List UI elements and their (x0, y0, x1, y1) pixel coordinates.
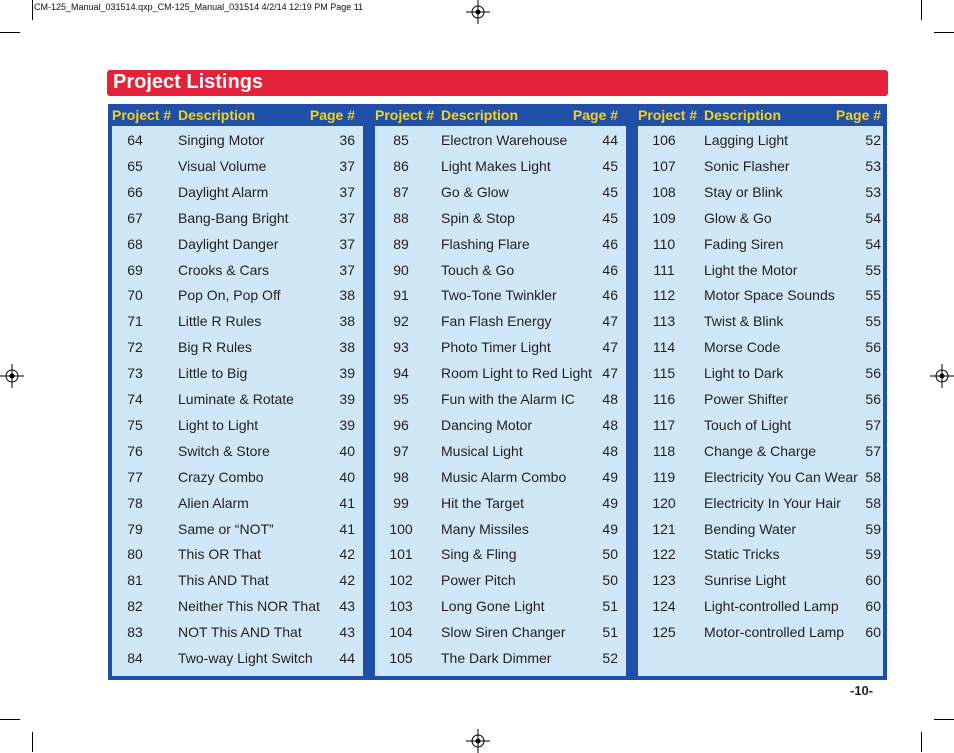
crop-mark (32, 0, 33, 20)
project-page: 37 (339, 261, 355, 278)
table-row (638, 438, 883, 464)
project-page: 38 (339, 287, 355, 304)
project-description: Motor-controlled Lamp (704, 624, 845, 641)
project-description: Music Alarm Combo (441, 468, 567, 485)
project-number: 96 (393, 416, 409, 433)
project-description: Room Light to Red Light (441, 365, 592, 382)
column-header (634, 104, 887, 126)
project-number: 79 (127, 520, 143, 537)
table-row (112, 464, 363, 490)
title-banner (107, 70, 888, 96)
table-row (375, 205, 626, 231)
project-description: Little R Rules (178, 313, 262, 330)
column-body (112, 126, 363, 676)
header-page: Page # (309, 107, 355, 123)
table-row (638, 541, 883, 567)
project-number: 75 (127, 416, 143, 433)
project-number: 92 (393, 313, 409, 330)
project-number: 68 (127, 235, 143, 252)
crop-mark (934, 719, 954, 720)
project-number: 116 (652, 391, 676, 407)
page-number: -10- (850, 683, 874, 698)
project-number: 122 (652, 546, 676, 563)
project-page: 46 (602, 261, 618, 278)
table-row (638, 490, 883, 516)
project-page: 48 (602, 391, 618, 407)
project-number: 103 (389, 598, 413, 615)
table-row (112, 541, 363, 567)
project-page: 60 (865, 572, 881, 589)
table-row (375, 645, 626, 671)
project-page: 41 (339, 520, 355, 537)
project-page: 46 (602, 287, 618, 304)
project-description: Slow Siren Changer (441, 624, 566, 641)
project-number: 73 (127, 365, 143, 382)
project-page: 56 (865, 339, 881, 356)
table-row (375, 464, 626, 490)
project-page: 37 (339, 183, 355, 200)
print-slug: CM-125_Manual_031514.qxp_CM-125_Manual_031514 4/2/14 12:19 PM Page 11 (34, 2, 364, 12)
project-page: 49 (602, 520, 618, 537)
header-page: Page # (835, 107, 881, 123)
project-description: Dancing Motor (441, 416, 533, 433)
project-description: Glow & Go (704, 209, 772, 226)
project-number: 81 (127, 572, 143, 589)
table-row (638, 308, 883, 334)
project-number: 72 (127, 339, 143, 356)
project-page: 55 (865, 313, 881, 330)
project-number: 80 (127, 546, 143, 563)
project-description: Touch & Go (441, 261, 515, 278)
table-row (375, 516, 626, 542)
project-description: Fading Siren (704, 235, 784, 252)
project-page: 58 (865, 468, 881, 485)
project-number: 108 (652, 183, 676, 200)
project-page: 47 (602, 365, 618, 382)
project-number: 76 (127, 442, 143, 459)
project-page: 59 (865, 520, 881, 537)
table-row (638, 282, 883, 308)
project-description: Sonic Flasher (704, 157, 790, 174)
project-number: 88 (393, 209, 409, 226)
table-row (375, 567, 626, 593)
table-row (375, 541, 626, 567)
project-number: 106 (652, 132, 676, 148)
project-page: 44 (339, 650, 355, 666)
project-description: Flashing Flare (441, 235, 530, 252)
project-number: 100 (389, 520, 413, 537)
project-description: Touch of Light (704, 416, 792, 433)
table-row (638, 179, 883, 205)
project-page: 52 (865, 132, 881, 148)
project-page: 44 (602, 132, 618, 148)
project-description: Crazy Combo (178, 468, 264, 485)
project-description: Power Shifter (704, 391, 789, 407)
project-page: 50 (602, 572, 618, 589)
project-page: 45 (602, 183, 618, 200)
project-number: 69 (127, 261, 143, 278)
registration-mark-icon (466, 729, 490, 753)
project-description: Light the Motor (704, 261, 798, 278)
project-description: Spin & Stop (441, 209, 515, 226)
project-number: 78 (127, 494, 143, 511)
project-page: 53 (865, 183, 881, 200)
table-row (112, 593, 363, 619)
project-page: 36 (339, 132, 355, 148)
project-number: 86 (393, 157, 409, 174)
project-description: Light to Light (178, 416, 259, 433)
project-number: 115 (652, 365, 676, 382)
project-description: Switch & Store (178, 442, 270, 459)
project-description: Daylight Alarm (178, 183, 269, 200)
table-row (375, 308, 626, 334)
table-row (638, 153, 883, 179)
header-page: Page # (572, 107, 618, 123)
project-number: 64 (127, 132, 143, 148)
project-page: 55 (865, 287, 881, 304)
project-page: 45 (602, 209, 618, 226)
project-page: 54 (865, 209, 881, 226)
table-row (112, 516, 363, 542)
table-row (638, 257, 883, 283)
registration-mark-icon (0, 364, 24, 388)
table-row (112, 645, 363, 671)
project-page: 49 (602, 468, 618, 485)
project-description: Long Gone Light (441, 598, 545, 615)
project-description: Fan Flash Energy (441, 313, 552, 330)
project-page: 43 (339, 624, 355, 641)
project-description: This OR That (178, 546, 261, 563)
project-page: 42 (339, 572, 355, 589)
table-row (638, 619, 883, 645)
table-row (638, 516, 883, 542)
project-page: 57 (865, 442, 881, 459)
project-description: The Dark Dimmer (441, 650, 552, 666)
project-description: Electron Warehouse (441, 132, 568, 148)
project-number: 109 (652, 209, 676, 226)
project-page: 40 (339, 442, 355, 459)
project-description: Daylight Danger (178, 235, 279, 252)
project-description: Crooks & Cars (178, 261, 270, 278)
project-description: Light Makes Light (441, 157, 551, 174)
listing-column (634, 104, 887, 680)
project-page: 51 (602, 598, 618, 615)
table-row (112, 619, 363, 645)
project-page: 47 (602, 339, 618, 356)
table-row (375, 386, 626, 412)
table-row (375, 360, 626, 386)
project-page: 54 (865, 235, 881, 252)
project-number: 85 (393, 132, 409, 148)
project-description: Fun with the Alarm IC (441, 391, 575, 407)
header-project: Project # (375, 107, 435, 123)
project-number: 82 (127, 598, 143, 615)
project-number: 67 (127, 209, 143, 226)
project-page: 39 (339, 391, 355, 407)
project-page: 47 (602, 313, 618, 330)
project-description: Two-Tone Twinkler (441, 287, 557, 304)
project-description: Lagging Light (704, 132, 789, 148)
project-number: 98 (393, 468, 409, 485)
project-page: 58 (865, 494, 881, 511)
project-number: 97 (393, 442, 409, 459)
table-row (638, 464, 883, 490)
crop-mark (921, 732, 922, 752)
project-page: 39 (339, 365, 355, 382)
project-description: Visual Volume (178, 157, 267, 174)
table-row (638, 334, 883, 360)
project-page: 60 (865, 624, 881, 641)
project-page: 57 (865, 416, 881, 433)
table-row (375, 179, 626, 205)
project-description: Singing Motor (178, 132, 265, 148)
project-number: 107 (652, 157, 676, 174)
project-page: 56 (865, 391, 881, 407)
registration-mark-icon (466, 0, 490, 24)
project-page: 37 (339, 235, 355, 252)
project-page: 53 (865, 157, 881, 174)
project-number: 104 (389, 624, 413, 641)
project-number: 95 (393, 391, 409, 407)
project-page: 51 (602, 624, 618, 641)
project-page: 46 (602, 235, 618, 252)
table-row (112, 179, 363, 205)
project-description: Alien Alarm (178, 494, 249, 511)
project-description: Musical Light (441, 442, 523, 459)
project-page: 55 (865, 261, 881, 278)
project-description: Electricity In Your Hair (704, 494, 841, 511)
project-number: 111 (653, 261, 675, 278)
project-page: 59 (865, 546, 881, 563)
project-number: 119 (652, 468, 676, 485)
table-row (638, 593, 883, 619)
project-description: Bending Water (704, 520, 797, 537)
crop-mark (921, 0, 922, 20)
project-page: 56 (865, 365, 881, 382)
table-row (375, 438, 626, 464)
registration-mark-icon (930, 364, 954, 388)
table-row (638, 567, 883, 593)
project-number: 120 (652, 494, 676, 511)
project-number: 101 (389, 546, 413, 563)
project-description: Many Missiles (441, 520, 529, 537)
project-number: 70 (127, 287, 143, 304)
project-number: 105 (389, 650, 413, 666)
table-row (638, 386, 883, 412)
project-description: Photo Timer Light (441, 339, 551, 356)
listing-column (108, 104, 367, 680)
project-description: Two-way Light Switch (178, 650, 313, 666)
table-row (112, 231, 363, 257)
project-page: 42 (339, 546, 355, 563)
table-row (375, 282, 626, 308)
project-description: Luminate & Rotate (178, 391, 294, 407)
project-description: Power Pitch (441, 572, 516, 589)
project-page: 37 (339, 157, 355, 174)
project-number: 121 (652, 520, 676, 537)
project-page: 45 (602, 157, 618, 174)
project-number: 89 (393, 235, 409, 252)
project-page: 43 (339, 598, 355, 615)
project-page: 37 (339, 209, 355, 226)
column-header (371, 104, 630, 126)
project-description: Light to Dark (704, 365, 784, 382)
project-page: 52 (602, 650, 618, 666)
project-number: 65 (127, 157, 143, 174)
project-description: Stay or Blink (704, 183, 783, 200)
project-page: 50 (602, 546, 618, 563)
project-number: 93 (393, 339, 409, 356)
project-description: Sing & Fling (441, 546, 517, 563)
project-page: 48 (602, 442, 618, 459)
table-row (112, 282, 363, 308)
project-number: 112 (652, 287, 676, 304)
project-page: 40 (339, 468, 355, 485)
table-row (638, 231, 883, 257)
project-number: 84 (127, 650, 143, 666)
project-page: 38 (339, 313, 355, 330)
table-row (112, 257, 363, 283)
project-number: 74 (127, 391, 143, 407)
project-number: 114 (652, 339, 676, 356)
table-row (375, 127, 626, 153)
header-project: Project # (638, 107, 698, 123)
project-description: Pop On, Pop Off (178, 287, 281, 304)
project-description: Motor Space Sounds (704, 287, 835, 304)
table-row (112, 386, 363, 412)
project-number: 117 (652, 416, 676, 433)
table-row (375, 593, 626, 619)
column-body (375, 126, 626, 676)
column-body (638, 126, 883, 676)
table-row (112, 490, 363, 516)
table-row (638, 360, 883, 386)
project-description: NOT This AND That (178, 624, 302, 641)
project-description: Twist & Blink (704, 313, 784, 330)
project-page: 41 (339, 494, 355, 511)
table-row (375, 619, 626, 645)
table-row (112, 153, 363, 179)
table-row (375, 490, 626, 516)
table-row (375, 153, 626, 179)
project-number: 125 (652, 624, 676, 641)
page-title: Project Listings (113, 71, 264, 93)
crop-mark (0, 719, 20, 720)
header-description: Description (704, 107, 782, 123)
project-listings-table (108, 104, 887, 680)
table-row (375, 412, 626, 438)
crop-mark (0, 32, 20, 33)
table-row (638, 127, 883, 153)
table-row (375, 257, 626, 283)
project-description: Big R Rules (178, 339, 252, 356)
project-description: Morse Code (704, 339, 781, 356)
project-number: 94 (393, 365, 409, 382)
project-description: Go & Glow (441, 183, 509, 200)
table-row (375, 334, 626, 360)
project-description: Same or “NOT” (178, 520, 274, 537)
header-project: Project # (112, 107, 172, 123)
column-header (108, 104, 367, 126)
project-description: Bang-Bang Bright (178, 209, 289, 226)
table-row (638, 205, 883, 231)
project-description: Little to Big (178, 365, 248, 382)
project-description: Neither This NOR That (178, 598, 320, 615)
project-number: 71 (127, 313, 143, 330)
project-number: 110 (652, 235, 676, 252)
project-page: 60 (865, 598, 881, 615)
project-number: 87 (393, 183, 409, 200)
project-number: 102 (389, 572, 413, 589)
header-description: Description (178, 107, 256, 123)
project-number: 66 (127, 183, 143, 200)
project-description: Change & Charge (704, 442, 817, 459)
project-number: 113 (652, 313, 676, 330)
table-row (112, 360, 363, 386)
project-number: 118 (652, 442, 676, 459)
table-row (112, 567, 363, 593)
project-page: 48 (602, 416, 618, 433)
project-description: This AND That (178, 572, 269, 589)
listing-column (371, 104, 630, 680)
table-row (112, 205, 363, 231)
project-description: Sunrise Light (704, 572, 786, 589)
table-row (112, 127, 363, 153)
table-row (112, 334, 363, 360)
project-description: Static Tricks (704, 546, 780, 563)
crop-mark (32, 732, 33, 752)
crop-mark (934, 32, 954, 33)
project-number: 99 (393, 494, 409, 511)
project-number: 83 (127, 624, 143, 641)
table-row (112, 308, 363, 334)
project-page: 39 (339, 416, 355, 433)
table-row (112, 412, 363, 438)
table-row (638, 412, 883, 438)
project-description: Hit the Target (441, 494, 525, 511)
table-row (375, 231, 626, 257)
project-page: 49 (602, 494, 618, 511)
table-row (112, 438, 363, 464)
header-description: Description (441, 107, 519, 123)
project-page: 38 (339, 339, 355, 356)
project-number: 77 (127, 468, 143, 485)
project-description: Light-controlled Lamp (704, 598, 839, 615)
project-number: 90 (393, 261, 409, 278)
project-number: 124 (652, 598, 676, 615)
project-description: Electricity You Can Wear (704, 468, 858, 485)
project-number: 123 (652, 572, 676, 589)
project-number: 91 (393, 287, 409, 304)
